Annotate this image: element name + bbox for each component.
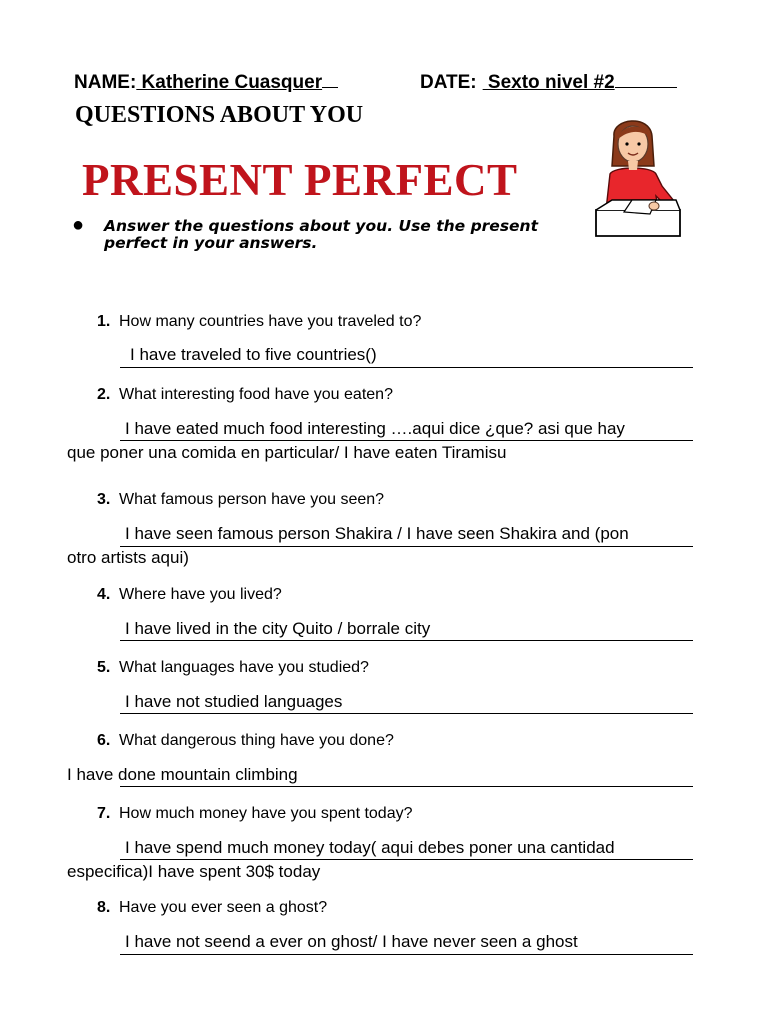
answer-3-line-2[interactable]: otro artists aqui) <box>67 548 189 567</box>
question-number: 6. <box>97 732 111 749</box>
date-value[interactable]: Sexto nivel #2 <box>482 72 615 93</box>
answer-7-line-2[interactable]: especifica)I have spent 30$ today <box>67 862 321 881</box>
answer-4-rule <box>120 640 693 641</box>
date-underline <box>615 86 677 88</box>
answer-6-rule <box>120 786 693 787</box>
answer-3-rule <box>120 546 693 547</box>
answer-4-line-1[interactable]: I have lived in the city Quito / borrale city <box>125 619 431 638</box>
answer-1-line-1[interactable]: I have traveled to five countries() <box>130 345 377 364</box>
question-text: What languages have you studied? <box>119 659 369 676</box>
question-text: Have you ever seen a ghost? <box>119 899 328 916</box>
name-value[interactable]: Katherine Cuasquer <box>136 72 323 93</box>
name-row <box>74 72 338 94</box>
question-number: 4. <box>97 586 111 603</box>
question-1 <box>97 313 421 331</box>
answer-6-line-1[interactable]: I have done mountain climbing <box>67 765 298 784</box>
question-text: Where have you lived? <box>119 586 282 603</box>
name-label: NAME: <box>74 72 137 93</box>
date-row <box>420 72 677 94</box>
question-number: 8. <box>97 899 111 916</box>
name-underline <box>322 86 338 88</box>
question-number: 2. <box>97 386 111 403</box>
question-6 <box>97 732 394 750</box>
question-text: What famous person have you seen? <box>119 491 385 508</box>
question-number: 1. <box>97 313 111 330</box>
question-7 <box>97 805 413 823</box>
question-8 <box>97 899 327 917</box>
answer-7-rule <box>120 859 693 860</box>
answer-5-line-1[interactable]: I have not studied languages <box>125 692 343 711</box>
page-title: PRESENT PERFECT <box>82 155 518 205</box>
answer-5-rule <box>120 713 693 714</box>
question-number: 7. <box>97 805 111 822</box>
question-text: How many countries have you traveled to? <box>119 313 422 330</box>
instruction-bullet: ● <box>72 214 85 236</box>
question-3 <box>97 491 384 509</box>
page-subtitle: QUESTIONS ABOUT YOU <box>75 102 364 128</box>
question-5 <box>97 659 369 677</box>
question-text: What interesting food have you eaten? <box>119 386 393 403</box>
instruction-line-2: perfect in your answers. <box>104 234 318 252</box>
student-writing-icon <box>592 114 684 238</box>
date-label: DATE: <box>420 72 477 93</box>
answer-2-rule <box>120 440 693 441</box>
answer-2-line-2[interactable]: que poner una comida en particular/ I have eaten Tiramisu <box>67 443 507 462</box>
question-4 <box>97 586 282 604</box>
answer-2-line-1[interactable]: I have eated much food interesting ….aqui dice ¿que? asi que hay <box>125 419 625 438</box>
answer-7-line-1[interactable]: I have spend much money today( aqui debes poner una cantidad <box>125 838 615 857</box>
answer-8-line-1[interactable]: I have not seend a ever on ghost/ I have never seen a ghost <box>125 932 578 951</box>
question-text: How much money have you spent today? <box>119 805 413 822</box>
question-text: What dangerous thing have you done? <box>119 732 394 749</box>
question-number: 5. <box>97 659 111 676</box>
question-number: 3. <box>97 491 111 508</box>
instruction-line-1: Answer the questions about you. Use the present <box>104 217 538 235</box>
answer-8-rule <box>120 954 693 955</box>
answer-3-line-1[interactable]: I have seen famous person Shakira / I have seen Shakira and (pon <box>125 524 629 543</box>
answer-1-rule <box>120 367 693 368</box>
question-2 <box>97 386 393 404</box>
